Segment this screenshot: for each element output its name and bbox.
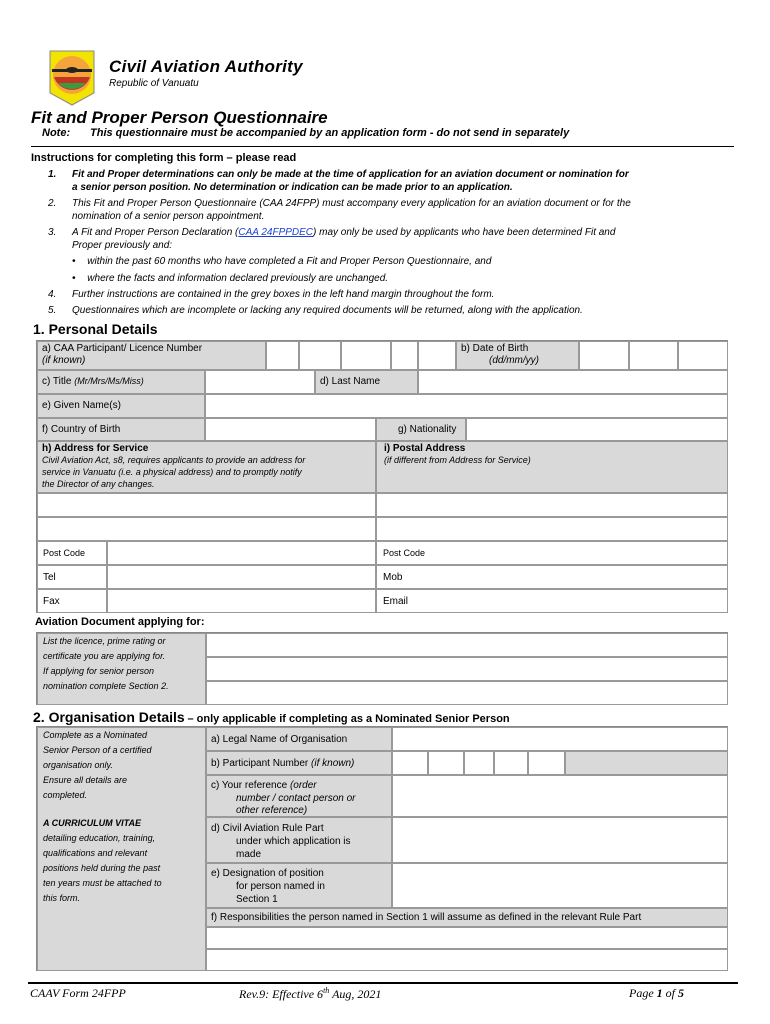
dob-sub: (dd/mm/yy)	[489, 355, 539, 366]
reference-sub: number / contact person or	[236, 793, 356, 804]
instr-num: 3.	[48, 227, 57, 238]
instr-num: 5.	[48, 305, 57, 316]
nationality-label: g) Nationality	[398, 424, 457, 435]
bullet-1	[72, 256, 491, 267]
mob-label: Mob	[383, 572, 403, 583]
org-name-field[interactable]	[392, 727, 728, 751]
dob-field-yy[interactable]	[678, 341, 728, 370]
rule-part-label-cell	[206, 817, 392, 863]
bullet-icon: •	[72, 273, 76, 284]
instr-text: Further instructions are contained in the grey boxes in the left hand margin throughout the form.	[72, 289, 495, 300]
address-line-2[interactable]	[37, 517, 376, 541]
instr-text: Fit and Proper determinations can only be made at the time of application for an aviation document or nomination for	[72, 169, 629, 180]
instr-text: a senior person position. No determination or indication can be made prior to an application.	[72, 182, 513, 193]
address-note: the Director of any changes.	[42, 479, 155, 489]
postal-postcode-label-cell	[376, 541, 728, 565]
title-sub: (Mr/Mrs/Ms/Miss)	[74, 376, 144, 386]
postcode-label-cell	[37, 541, 107, 565]
country-label-cell	[37, 418, 205, 441]
document-title: Fit and Proper Person Questionnaire	[31, 108, 328, 127]
rule-part-label: d) Civil Aviation Rule Part	[211, 823, 324, 834]
cv-note-heading: A CURRICULUM VITAE	[43, 818, 141, 828]
instr-text: nomination of a senior person appointment.	[72, 211, 265, 222]
participant-digit[interactable]	[266, 341, 299, 370]
section2-side-note	[37, 727, 206, 971]
postcode-label: Post Code	[43, 548, 86, 558]
participant-label-cell	[37, 341, 266, 370]
section2-heading: 2. Organisation Details	[33, 709, 185, 725]
designation-label: e) Designation of position	[211, 868, 324, 879]
postal-label: i) Postal Address	[384, 443, 466, 454]
participant-number-digit[interactable]	[392, 751, 428, 775]
lastname-label-cell	[315, 370, 418, 394]
footer-divider	[28, 982, 738, 984]
reference-field[interactable]	[392, 775, 728, 817]
rule-part-label: made	[236, 849, 262, 860]
instr-3	[48, 226, 616, 251]
responsibilities-label-cell	[206, 908, 728, 927]
given-name-field[interactable]	[205, 394, 728, 418]
section2-heading-sub: – only applicable if completing as a Nominated Senior Person	[187, 713, 510, 725]
aviation-doc-table	[36, 632, 728, 705]
instr-2	[48, 197, 631, 222]
revision-sup: th	[323, 986, 330, 995]
fax-label-cell	[37, 589, 107, 613]
page-number: 1	[656, 986, 663, 1000]
instr-1	[48, 168, 629, 193]
email-field[interactable]	[376, 589, 728, 613]
side-note: completed.	[43, 790, 88, 800]
cv-note: ten years must be attached to	[43, 878, 162, 888]
nationality-field[interactable]	[466, 418, 728, 441]
reference-label-cell	[206, 775, 392, 817]
participant-number-filler	[565, 751, 728, 775]
organisation-table	[36, 726, 728, 971]
tel-label: Tel	[43, 572, 56, 583]
cv-note: detailing education, training,	[43, 833, 156, 843]
instr-text: Questionnaires which are incomplete or lacking any required documents will be returned, along with the application.	[72, 305, 583, 316]
participant-digit[interactable]	[418, 341, 456, 370]
fax-label: Fax	[43, 596, 60, 607]
address-label-cell	[37, 441, 376, 493]
participant-number-digit[interactable]	[428, 751, 464, 775]
aviation-doc-note-cell	[37, 633, 206, 705]
responsibilities-line-1[interactable]	[206, 927, 728, 949]
personal-details-table	[36, 340, 728, 613]
participant-digit[interactable]	[341, 341, 391, 370]
tel-label-cell	[37, 565, 107, 589]
country-field[interactable]	[205, 418, 376, 441]
designation-label-cell	[206, 863, 392, 908]
lastname-label: d) Last Name	[320, 376, 381, 387]
org-name: Civil Aviation Authority	[109, 57, 303, 76]
cv-note: qualifications and relevant	[43, 848, 148, 858]
aviation-doc-note: nomination complete Section 2.	[43, 681, 169, 691]
side-note: Ensure all details are	[43, 775, 128, 785]
participant-sub: (if known)	[42, 355, 86, 366]
postal-line-2[interactable]	[376, 517, 728, 541]
participant-number-sub: (if known)	[311, 758, 355, 769]
address-label: h) Address for Service	[42, 443, 149, 454]
designation-label: Section 1	[236, 894, 278, 905]
aviation-doc-note: List the licence, prime rating or	[43, 636, 166, 646]
nationality-label-cell	[376, 418, 466, 441]
dob-field-dd[interactable]	[579, 341, 629, 370]
lastname-field[interactable]	[418, 370, 728, 394]
rule-part-label: under which application is	[236, 836, 351, 847]
participant-number-digit[interactable]	[494, 751, 528, 775]
postal-postcode-label: Post Code	[383, 548, 426, 558]
page-label: Page	[629, 986, 657, 1000]
participant-number-label-cell	[206, 751, 392, 775]
revision-text: Aug, 2021	[329, 987, 382, 1001]
instr-num: 4.	[48, 289, 57, 300]
mob-field[interactable]	[376, 565, 728, 589]
dob-label: b) Date of Birth	[461, 343, 529, 354]
participant-number-digit[interactable]	[528, 751, 565, 775]
participant-digit[interactable]	[299, 341, 341, 370]
participant-label: a) CAA Participant/ Licence Number	[42, 343, 203, 354]
page-total: 5	[678, 986, 684, 1000]
responsibilities-line-2[interactable]	[206, 949, 728, 971]
reference-label: c) Your reference	[211, 780, 288, 791]
footer-page	[629, 986, 684, 1001]
participant-number-digit[interactable]	[464, 751, 494, 775]
instr-4	[48, 289, 495, 300]
declaration-link[interactable]: CAA 24FPPDEC	[238, 227, 314, 238]
designation-label: for person named in	[236, 881, 325, 892]
footer-revision	[239, 986, 381, 1002]
aviation-doc-note: certificate you are applying for.	[43, 651, 166, 661]
reference-sub: (order	[289, 780, 317, 791]
org-name-label-cell	[206, 727, 392, 751]
divider	[31, 146, 734, 147]
tel-field[interactable]	[107, 565, 376, 589]
participant-digit[interactable]	[391, 341, 418, 370]
instr-text: This Fit and Proper Person Questionnaire (CAA 24FPP) must accompany every application for an aviation document or for the	[72, 198, 631, 209]
org-name-label: a) Legal Name of Organisation	[211, 734, 348, 745]
bullet-text: within the past 60 months who have completed a Fit and Proper Person Questionnaire, and	[87, 256, 492, 267]
title-label-cell	[37, 370, 205, 394]
country-label: f) Country of Birth	[42, 424, 121, 435]
responsibilities-label: f) Responsibilities the person named in Section 1 will assume as defined in the relevant Rule Part	[211, 912, 642, 923]
aviation-doc-line-2[interactable]	[206, 657, 728, 681]
dob-field-mm[interactable]	[629, 341, 678, 370]
caa-logo	[46, 47, 98, 107]
section2-heading-row	[33, 709, 510, 725]
instr-text: ) may only be used by applicants who have been determined Fit and	[313, 227, 616, 238]
cv-note: this form.	[43, 893, 81, 903]
page-label: of	[662, 986, 678, 1000]
instr-text: A Fit and Proper Person Declaration (	[72, 227, 239, 238]
aviation-doc-note: If applying for senior person	[43, 666, 155, 676]
instr-text: Proper previously and:	[72, 240, 173, 251]
side-note: Complete as a Nominated	[43, 730, 148, 740]
postal-sub: (if different from Address for Service)	[384, 455, 531, 465]
org-subtitle: Republic of Vanuatu	[109, 78, 199, 89]
side-note: Senior Person of a certified	[43, 745, 152, 755]
bullet-icon: •	[72, 256, 76, 267]
fax-field[interactable]	[107, 589, 376, 613]
address-note: Civil Aviation Act, s8, requires applicants to provide an address for	[42, 455, 306, 465]
postal-label-cell	[376, 441, 728, 493]
address-line-1[interactable]	[37, 493, 376, 517]
footer-form-id: CAAV Form 24FPP	[30, 986, 126, 1000]
given-label-cell	[37, 394, 205, 418]
reference-sub: other reference)	[236, 805, 308, 816]
bullet-2	[72, 273, 388, 284]
instructions-heading: Instructions for completing this form – please read	[31, 152, 297, 164]
aviation-doc-line-3[interactable]	[206, 681, 728, 705]
title-label: c) Title	[42, 376, 72, 387]
aviation-doc-heading: Aviation Document applying for:	[35, 616, 205, 628]
bullet-text: where the facts and information declared previously are unchanged.	[87, 273, 389, 284]
instr-5	[48, 305, 583, 316]
instr-num: 2.	[48, 198, 57, 209]
postcode-field[interactable]	[107, 541, 376, 565]
title-field[interactable]	[205, 370, 315, 394]
side-note: organisation only.	[43, 760, 113, 770]
section1-heading: 1. Personal Details	[33, 321, 158, 337]
email-label: Email	[383, 596, 409, 607]
participant-number-label: b) Participant Number	[211, 758, 309, 769]
note-label: Note:	[42, 127, 71, 139]
instr-num: 1.	[48, 169, 57, 180]
rule-part-field[interactable]	[392, 817, 728, 863]
designation-field[interactable]	[392, 863, 728, 908]
revision-text: Rev.9: Effective 6	[239, 987, 324, 1001]
cv-note: positions held during the past	[43, 863, 161, 873]
note-text: This questionnaire must be accompanied by an application form - do not send in separately	[90, 127, 570, 139]
dob-label-cell	[456, 341, 579, 370]
address-note: service in Vanuatu (i.e. a physical address) and to promptly notify	[42, 467, 302, 477]
aviation-doc-line-1[interactable]	[206, 633, 728, 657]
postal-line-1[interactable]	[376, 493, 728, 517]
given-label: e) Given Name(s)	[42, 400, 121, 411]
